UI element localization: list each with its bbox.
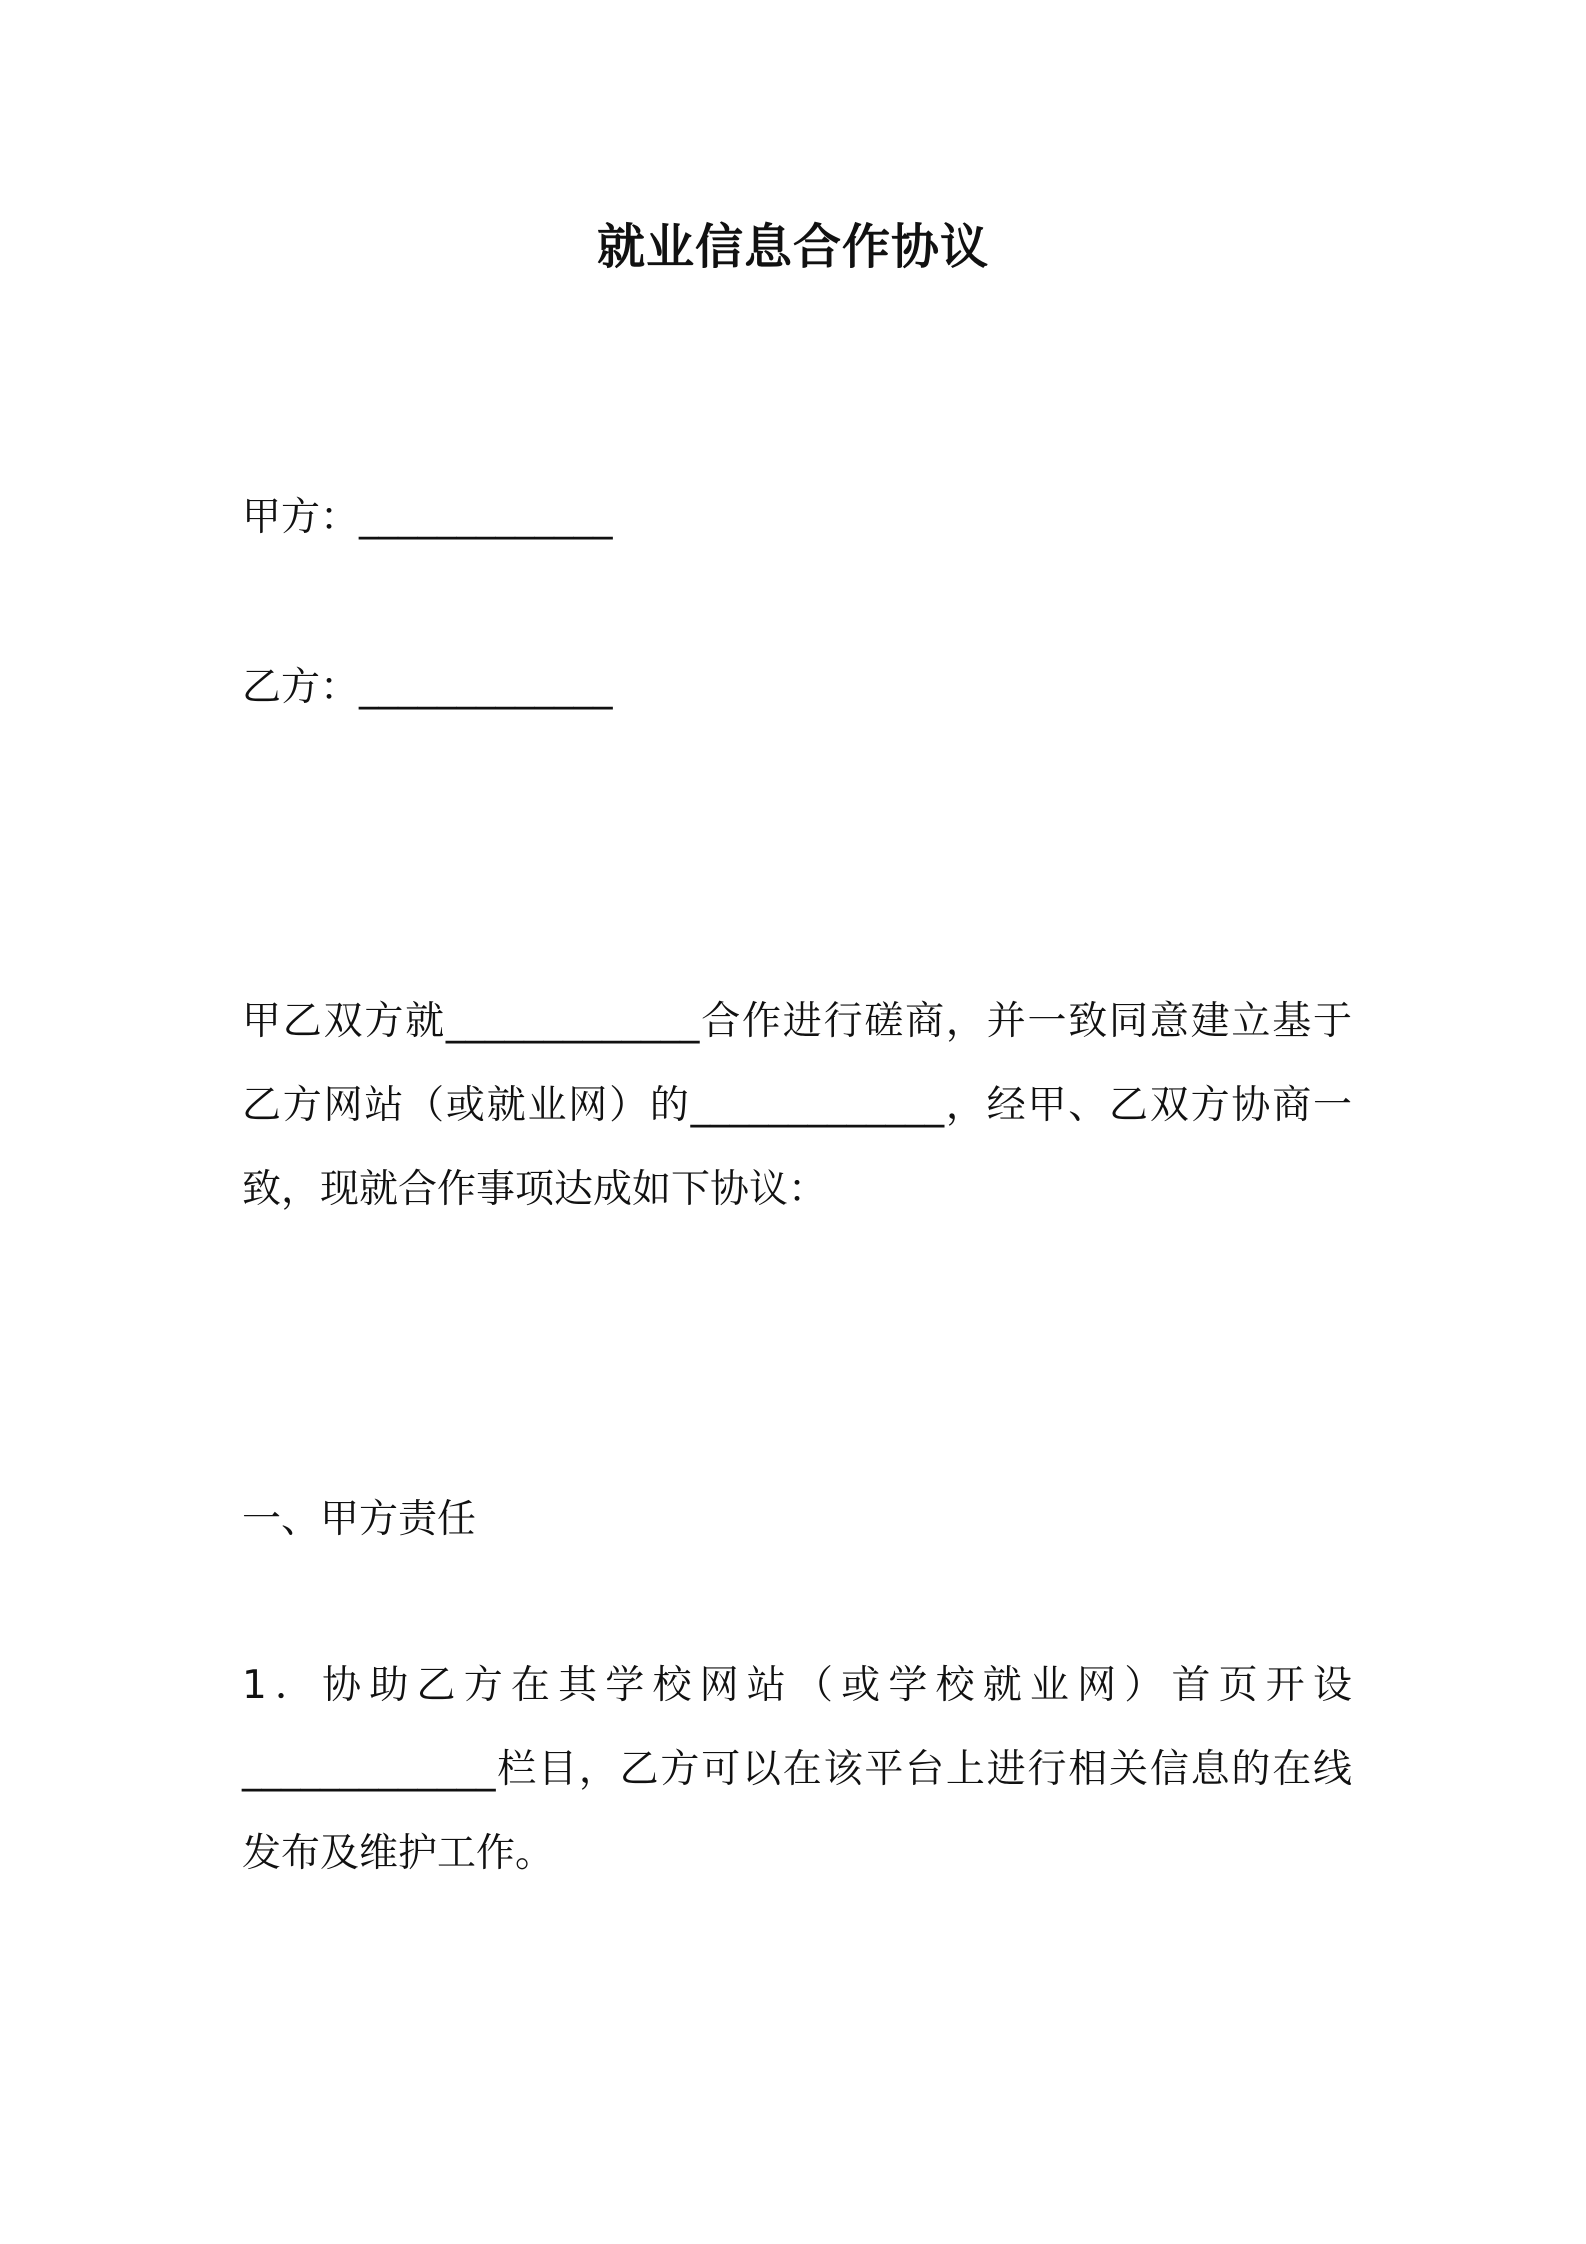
document-title: 就业信息合作协议 — [596, 219, 989, 275]
clause-1-line-2: _____________栏目，乙方可以在该平台上进行相关信息的在线 — [242, 1747, 1352, 1792]
clause-1-line-3: 发布及维护工作。 — [242, 1831, 555, 1876]
party-b-line: 乙方：_____________ — [242, 665, 613, 710]
clause-1-line-1: 1．协助乙方在其学校网站（或学校就业网）首页开设 — [242, 1663, 1352, 1708]
party-a-line: 甲方：_____________ — [242, 495, 613, 540]
intro-paragraph-line-2: 乙方网站（或就业网）的_____________，经甲、乙双方协商一 — [242, 1083, 1352, 1128]
intro-paragraph-line-1: 甲乙双方就_____________合作进行磋商，并一致同意建立基于 — [242, 999, 1352, 1044]
section-heading-party-a-responsibilities: 一、甲方责任 — [242, 1497, 477, 1542]
intro-paragraph-line-3: 致，现就合作事项达成如下协议： — [242, 1167, 828, 1212]
